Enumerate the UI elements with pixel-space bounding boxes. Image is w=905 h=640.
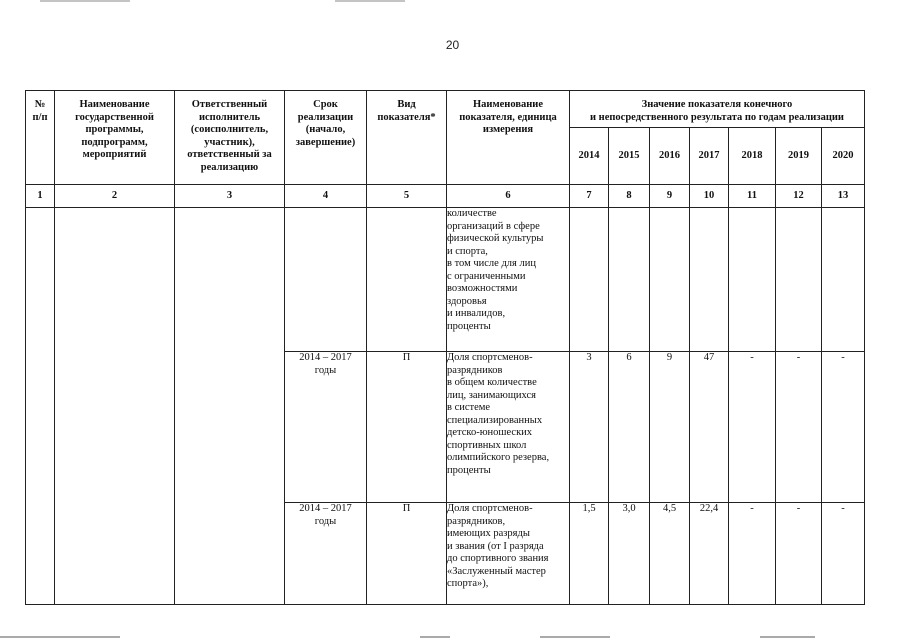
scan-edge-mark (335, 0, 405, 2)
value-cell (609, 208, 650, 352)
text-line: и инвалидов, (447, 308, 506, 319)
text-line: Вид (397, 99, 416, 110)
text-line: программы, (85, 124, 144, 135)
text-line: годы (314, 364, 337, 376)
text-line: возможностями (447, 283, 518, 294)
text-line: разрядников (447, 364, 503, 376)
value-cell: - (776, 352, 822, 503)
text-line: в общем количестве (447, 377, 537, 388)
text-line: показателя* (377, 111, 436, 123)
text-line: имеющих разряды (447, 528, 530, 539)
text-line: Срок (313, 99, 338, 110)
column-number: 5 (367, 185, 447, 208)
value-cell: 3 (570, 352, 609, 503)
value-cell (690, 208, 729, 352)
column-number: 4 (285, 185, 367, 208)
page-number: 20 (445, 38, 460, 52)
value-cell (729, 208, 776, 352)
row-number-cell (26, 208, 55, 605)
scan-edge-mark (540, 636, 610, 638)
text-line: годы (314, 515, 337, 527)
header-values-by-year (570, 91, 865, 128)
value-cell: 47 (690, 352, 729, 503)
text-line: и непосредственного результата по годам реализации (590, 111, 844, 123)
text-line: проценты (447, 464, 491, 476)
header-indicator-kind (367, 91, 447, 185)
text-line: Наименование (473, 99, 543, 110)
value-cell: 9 (650, 352, 690, 503)
text-line: в том числе для лиц (447, 258, 536, 269)
text-line: и звания (от I разряда (447, 540, 544, 552)
indicator-kind-cell: П (367, 503, 447, 605)
value-cell (822, 208, 865, 352)
column-number: 11 (729, 185, 776, 208)
indicator-name-cell (447, 208, 570, 352)
value-cell (650, 208, 690, 352)
text-line: до спортивного звания (447, 553, 549, 564)
column-number: 3 (175, 185, 285, 208)
header-number (26, 91, 55, 185)
header-responsible (175, 91, 285, 185)
text-line: исполнитель (198, 111, 261, 123)
header-year: 2018 (729, 128, 776, 185)
table-row (26, 208, 865, 352)
header-indicator-name (447, 91, 570, 185)
text-line: здоровья (447, 295, 487, 307)
column-number-row (26, 185, 865, 208)
text-line: Доля спортсменов- (447, 503, 533, 514)
indicator-name-cell (447, 352, 570, 503)
value-cell: 22,4 (690, 503, 729, 605)
responsible-cell (175, 208, 285, 605)
text-line: показателя, единица (459, 111, 557, 123)
text-line: спорта»), (447, 578, 489, 589)
header-program-name (55, 91, 175, 185)
column-number: 10 (690, 185, 729, 208)
indicator-name-cell (447, 503, 570, 605)
value-cell: - (776, 503, 822, 605)
text-line: Ответственный (191, 99, 268, 110)
text-line: детско-юношеских (447, 427, 533, 438)
column-number: 2 (55, 185, 175, 208)
period-cell (285, 208, 367, 352)
header-year: 2020 (822, 128, 865, 185)
text-line: измерения (482, 124, 534, 135)
text-line: государственной (75, 111, 154, 123)
header-year: 2015 (609, 128, 650, 185)
text-line: № (34, 99, 46, 110)
text-line: реализацию (200, 161, 259, 173)
value-cell: - (822, 503, 865, 605)
value-cell: 6 (609, 352, 650, 503)
text-line: физической культуры (447, 233, 544, 244)
text-line: мероприятий (82, 149, 147, 160)
scan-edge-mark (760, 636, 815, 638)
indicator-kind-cell: П (367, 352, 447, 503)
indicators-table (25, 90, 865, 605)
text-line: проценты (447, 320, 491, 332)
text-line: спортивных школ (447, 439, 527, 451)
text-line: Доля спортсменов- (447, 352, 533, 363)
text-line: и спорта, (447, 245, 488, 257)
indicator-kind-cell (367, 208, 447, 352)
column-number: 12 (776, 185, 822, 208)
text-line: п/п (32, 111, 48, 123)
period-cell (285, 352, 367, 503)
value-cell: - (729, 503, 776, 605)
text-line: лиц, занимающихся (447, 389, 536, 401)
scan-edge-mark (0, 636, 120, 638)
text-line: разрядников, (447, 515, 506, 527)
text-line: 2014 – 2017 (299, 503, 352, 514)
text-line: реализации (297, 111, 354, 123)
header-year: 2016 (650, 128, 690, 185)
value-cell: 1,5 (570, 503, 609, 605)
text-line: завершение) (295, 136, 356, 148)
header-year: 2014 (570, 128, 609, 185)
column-number: 6 (447, 185, 570, 208)
text-line: (начало, (305, 124, 346, 135)
column-number: 13 (822, 185, 865, 208)
text-line: 2014 – 2017 (299, 352, 352, 363)
value-cell: 4,5 (650, 503, 690, 605)
text-line: (соисполнитель, (190, 124, 269, 135)
text-line: Наименование (79, 99, 150, 110)
scan-edge-mark (40, 0, 130, 2)
value-cell (776, 208, 822, 352)
header-period (285, 91, 367, 185)
text-line: количестве (447, 208, 497, 219)
column-number: 1 (26, 185, 55, 208)
value-cell: - (822, 352, 865, 503)
text-line: в системе (447, 402, 491, 413)
program-name-cell (55, 208, 175, 605)
text-line: с ограниченными (447, 270, 526, 282)
header-year: 2017 (690, 128, 729, 185)
text-line: организаций в сфере (447, 220, 540, 232)
text-line: олимпийского резерва, (447, 452, 550, 463)
text-line: Значение показателя конечного (641, 99, 793, 110)
column-number: 9 (650, 185, 690, 208)
period-cell (285, 503, 367, 605)
text-line: подпрограмм, (81, 136, 148, 148)
value-cell: 3,0 (609, 503, 650, 605)
column-number: 7 (570, 185, 609, 208)
text-line: участник), (204, 136, 255, 148)
text-line: специализированных (447, 414, 543, 426)
column-number: 8 (609, 185, 650, 208)
text-line: ответственный за (187, 149, 272, 160)
text-line: «Заслуженный мастер (447, 565, 546, 577)
header-year: 2019 (776, 128, 822, 185)
value-cell: - (729, 352, 776, 503)
value-cell (570, 208, 609, 352)
scan-edge-mark (420, 636, 450, 638)
